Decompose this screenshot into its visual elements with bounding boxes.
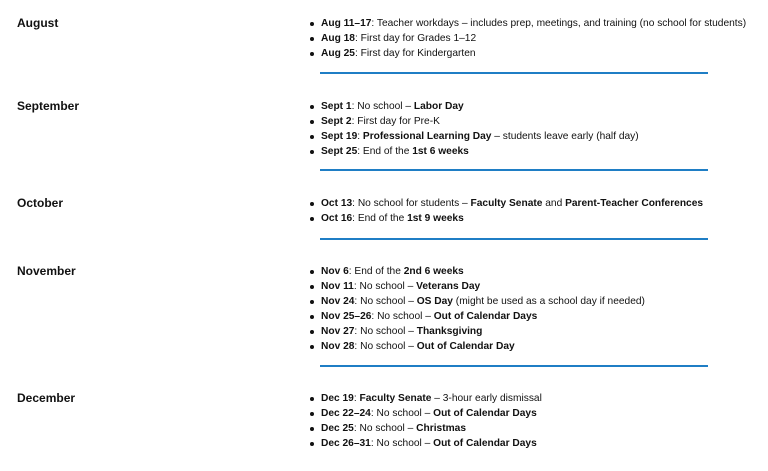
- event-item: [308, 211, 703, 226]
- event-text-bold: Oct 13: [321, 198, 353, 209]
- event-text: :: [353, 393, 360, 404]
- event-text-bold: Aug 25: [321, 48, 355, 59]
- event-item: [308, 46, 746, 61]
- event-item: [308, 339, 645, 354]
- month-heading: November: [17, 264, 76, 278]
- event-list: [308, 264, 645, 354]
- event-text: : No school –: [354, 296, 417, 307]
- event-text: – students leave early (half day): [491, 131, 639, 142]
- event-item: [308, 16, 746, 31]
- event-text-bold: Out of Calendar Days: [433, 438, 537, 449]
- event-text: : End of the: [357, 146, 413, 157]
- event-text-bold: Veterans Day: [416, 281, 481, 292]
- event-list: [308, 196, 703, 226]
- event-list: [308, 391, 542, 451]
- event-text: : No school –: [370, 438, 434, 449]
- event-text-bold: Out of Calendar Days: [433, 311, 538, 322]
- event-item: [308, 391, 542, 406]
- event-text-bold: Nov 25–26: [321, 311, 372, 322]
- event-text-bold: Sept 25: [321, 146, 358, 157]
- event-text-bold: Parent-Teacher Conferences: [565, 198, 704, 209]
- event-item: [308, 114, 639, 129]
- event-text-bold: Christmas: [416, 423, 466, 434]
- event-text: : First day for Grades 1–12: [354, 33, 477, 44]
- event-text-bold: Aug 11–17: [321, 18, 372, 29]
- event-text: : No school –: [370, 408, 434, 419]
- month-heading: October: [17, 196, 64, 210]
- event-text-bold: 2nd 6 weeks: [403, 266, 464, 277]
- event-text: : First day for Pre-K: [351, 116, 440, 127]
- event-text-bold: 1st 9 weeks: [407, 213, 464, 224]
- event-item: [308, 309, 645, 324]
- event-text-bold: Oct 16: [321, 213, 353, 224]
- event-text-bold: Dec 25: [321, 423, 354, 434]
- event-item: [308, 129, 639, 144]
- event-text-bold: Nov 6: [321, 266, 349, 277]
- event-text-bold: OS Day: [416, 296, 453, 307]
- section-divider: [320, 169, 708, 171]
- event-text-bold: Sept 1: [321, 101, 352, 112]
- event-text: : No school –: [371, 311, 434, 322]
- event-text-bold: Nov 28: [321, 341, 355, 352]
- event-text: : No school for students –: [352, 198, 471, 209]
- event-text: and: [542, 198, 566, 209]
- section-divider: [320, 365, 708, 367]
- section-divider: [320, 72, 708, 74]
- event-text-bold: Thanksgiving: [416, 326, 483, 337]
- event-text-bold: Aug 18: [321, 33, 355, 44]
- event-text: (might be used as a school day if needed): [452, 296, 645, 307]
- event-item: [308, 324, 645, 339]
- event-text: : End of the: [352, 213, 408, 224]
- event-text: :: [357, 131, 363, 142]
- event-text-bold: 1st 6 weeks: [412, 146, 469, 157]
- event-text: – 3-hour early dismissal: [431, 393, 542, 404]
- event-text: : First day for Kindergarten: [354, 48, 476, 59]
- event-item: [308, 436, 542, 451]
- event-text-bold: Dec 19: [321, 393, 354, 404]
- event-text-bold: Nov 24: [321, 296, 355, 307]
- month-heading: August: [17, 16, 59, 30]
- event-list: [308, 99, 639, 159]
- event-item: [308, 406, 542, 421]
- event-text: : No school –: [353, 281, 417, 292]
- event-text-bold: Faculty Senate: [470, 198, 543, 209]
- event-text-bold: Out of Calendar Day: [416, 341, 515, 352]
- month-heading: September: [17, 99, 80, 113]
- event-item: [308, 279, 645, 294]
- event-text: : No school –: [351, 101, 414, 112]
- event-item: [308, 196, 703, 211]
- event-text: : End of the: [348, 266, 404, 277]
- event-item: [308, 144, 639, 159]
- event-text: : No school –: [353, 423, 417, 434]
- event-text-bold: Dec 26–31: [321, 438, 371, 449]
- event-text-bold: Faculty Senate: [359, 393, 432, 404]
- event-text-bold: Nov 11: [321, 281, 354, 292]
- month-heading: December: [17, 391, 76, 405]
- event-item: [308, 264, 645, 279]
- event-text-bold: Labor Day: [413, 101, 464, 112]
- event-text: : No school –: [354, 341, 417, 352]
- event-text-bold: Out of Calendar Days: [433, 408, 537, 419]
- event-text-bold: Professional Learning Day: [362, 131, 492, 142]
- event-text: : No school –: [354, 326, 417, 337]
- section-divider: [320, 238, 708, 240]
- event-text-bold: Nov 27: [321, 326, 355, 337]
- event-text-bold: Dec 22–24: [321, 408, 371, 419]
- event-item: [308, 99, 639, 114]
- event-text-bold: Sept 2: [321, 116, 352, 127]
- event-text: : Teacher workdays – includes prep, meetings, and training (no school for students): [371, 18, 747, 29]
- event-item: [308, 31, 746, 46]
- event-item: [308, 294, 645, 309]
- event-text-bold: Sept 19: [321, 131, 358, 142]
- event-list: [308, 16, 746, 61]
- event-item: [308, 421, 542, 436]
